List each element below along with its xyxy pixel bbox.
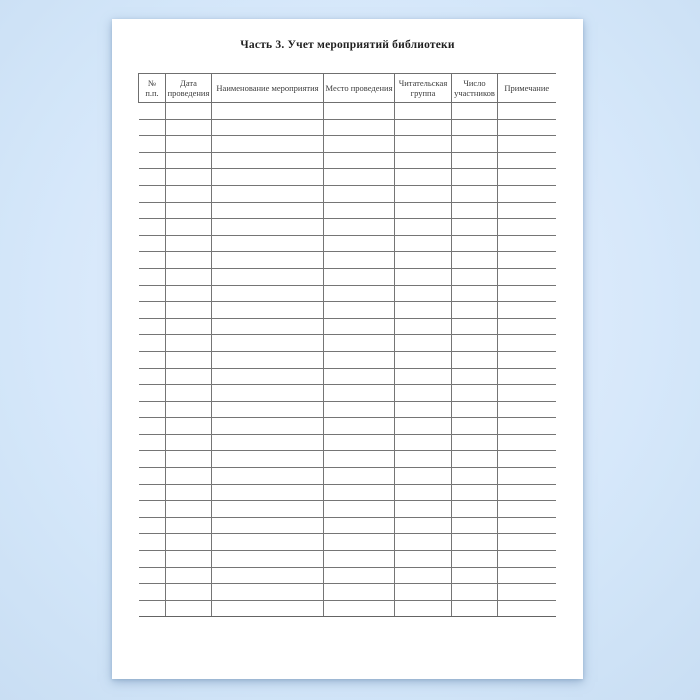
empty-cell-date	[166, 335, 212, 352]
empty-cell-venue	[324, 584, 395, 601]
empty-cell-participants	[452, 185, 498, 202]
empty-cell-date	[166, 368, 212, 385]
empty-cell-participants	[452, 484, 498, 501]
empty-cell-note	[498, 152, 556, 169]
column-header-label: Место проведения	[325, 82, 393, 93]
empty-cell-venue	[324, 468, 395, 485]
empty-cell-number	[139, 268, 166, 285]
empty-cell-venue	[324, 235, 395, 252]
empty-cell-venue	[324, 385, 395, 402]
empty-cell-date	[166, 534, 212, 551]
empty-cell-participants	[452, 534, 498, 551]
table-row	[139, 335, 556, 352]
empty-cell-reader-group	[395, 551, 452, 568]
empty-cell-note	[498, 534, 556, 551]
empty-cell-number	[139, 335, 166, 352]
empty-cell-note	[498, 584, 556, 601]
empty-cell-participants	[452, 551, 498, 568]
empty-cell-number	[139, 401, 166, 418]
empty-cell-venue	[324, 501, 395, 518]
column-header-label: Число	[463, 77, 486, 88]
empty-cell-participants	[452, 202, 498, 219]
empty-cell-reader-group	[395, 268, 452, 285]
empty-cell-reader-group	[395, 567, 452, 584]
column-header-note	[498, 74, 556, 103]
empty-cell-participants	[452, 368, 498, 385]
empty-cell-note	[498, 252, 556, 269]
empty-cell-event-name	[212, 185, 324, 202]
empty-cell-number	[139, 202, 166, 219]
table-row	[139, 418, 556, 435]
empty-cell-venue	[324, 318, 395, 335]
empty-cell-event-name	[212, 119, 324, 136]
empty-cell-participants	[452, 219, 498, 236]
empty-cell-reader-group	[395, 434, 452, 451]
table-row	[139, 551, 556, 568]
empty-cell-event-name	[212, 268, 324, 285]
table-row	[139, 302, 556, 319]
empty-cell-note	[498, 501, 556, 518]
empty-cell-participants	[452, 567, 498, 584]
empty-cell-event-name	[212, 534, 324, 551]
empty-cell-note	[498, 268, 556, 285]
empty-cell-number	[139, 484, 166, 501]
empty-cell-reader-group	[395, 318, 452, 335]
empty-cell-venue	[324, 517, 395, 534]
empty-cell-date	[166, 202, 212, 219]
empty-cell-reader-group	[395, 451, 452, 468]
empty-cell-date	[166, 235, 212, 252]
empty-cell-note	[498, 517, 556, 534]
empty-cell-venue	[324, 534, 395, 551]
column-header-label: п.п.	[145, 88, 159, 98]
empty-cell-participants	[452, 318, 498, 335]
table-row	[139, 501, 556, 518]
column-header-reader-group	[395, 74, 452, 103]
table-row	[139, 152, 556, 169]
empty-cell-participants	[452, 103, 498, 120]
empty-cell-note	[498, 185, 556, 202]
table-row	[139, 185, 556, 202]
empty-cell-venue	[324, 169, 395, 186]
empty-cell-participants	[452, 351, 498, 368]
empty-cell-reader-group	[395, 401, 452, 418]
empty-cell-number	[139, 285, 166, 302]
empty-cell-note	[498, 285, 556, 302]
table-row	[139, 401, 556, 418]
empty-cell-event-name	[212, 484, 324, 501]
empty-cell-participants	[452, 517, 498, 534]
empty-cell-date	[166, 351, 212, 368]
empty-cell-date	[166, 401, 212, 418]
empty-cell-note	[498, 318, 556, 335]
empty-cell-date	[166, 285, 212, 302]
table-row	[139, 268, 556, 285]
empty-cell-reader-group	[395, 302, 452, 319]
empty-cell-participants	[452, 252, 498, 269]
table-row	[139, 534, 556, 551]
empty-cell-venue	[324, 268, 395, 285]
empty-cell-note	[498, 302, 556, 319]
column-header-label: Наименование мероприятия	[216, 82, 319, 93]
empty-cell-participants	[452, 169, 498, 186]
page-title: Часть 3. Учет мероприятий библиотеки	[240, 39, 455, 51]
empty-cell-number	[139, 185, 166, 202]
empty-cell-date	[166, 517, 212, 534]
empty-cell-reader-group	[395, 584, 452, 601]
empty-cell-reader-group	[395, 202, 452, 219]
column-header-label: №	[147, 77, 157, 88]
empty-cell-venue	[324, 551, 395, 568]
empty-cell-event-name	[212, 468, 324, 485]
empty-cell-event-name	[212, 368, 324, 385]
empty-cell-date	[166, 484, 212, 501]
empty-cell-event-name	[212, 302, 324, 319]
empty-cell-reader-group	[395, 600, 452, 617]
table-row	[139, 567, 556, 584]
empty-cell-event-name	[212, 567, 324, 584]
empty-cell-venue	[324, 302, 395, 319]
empty-cell-venue	[324, 202, 395, 219]
empty-cell-note	[498, 103, 556, 120]
table-row	[139, 136, 556, 153]
empty-cell-participants	[452, 401, 498, 418]
empty-cell-number	[139, 152, 166, 169]
empty-cell-event-name	[212, 252, 324, 269]
table-header-row	[139, 74, 556, 103]
empty-cell-venue	[324, 285, 395, 302]
events-table	[138, 73, 556, 617]
column-header-number	[139, 74, 166, 103]
empty-cell-participants	[452, 584, 498, 601]
empty-cell-reader-group	[395, 351, 452, 368]
column-header-event-name	[212, 74, 324, 103]
empty-cell-reader-group	[395, 185, 452, 202]
empty-cell-venue	[324, 351, 395, 368]
empty-cell-participants	[452, 451, 498, 468]
table-header	[139, 74, 556, 103]
empty-cell-date	[166, 451, 212, 468]
table-row	[139, 517, 556, 534]
column-header-label: проведения	[167, 88, 210, 98]
column-header-date	[166, 74, 212, 103]
empty-cell-event-name	[212, 318, 324, 335]
empty-cell-date	[166, 169, 212, 186]
empty-cell-reader-group	[395, 517, 452, 534]
column-header-venue	[324, 74, 395, 103]
empty-cell-date	[166, 103, 212, 120]
empty-cell-event-name	[212, 451, 324, 468]
empty-cell-number	[139, 567, 166, 584]
empty-cell-reader-group	[395, 119, 452, 136]
empty-cell-venue	[324, 368, 395, 385]
column-header-label: группа	[410, 88, 436, 98]
empty-cell-number	[139, 119, 166, 136]
empty-cell-venue	[324, 434, 395, 451]
empty-cell-venue	[324, 418, 395, 435]
column-header-participants	[452, 74, 498, 103]
empty-cell-number	[139, 434, 166, 451]
empty-cell-venue	[324, 136, 395, 153]
table-row	[139, 202, 556, 219]
empty-cell-date	[166, 185, 212, 202]
empty-cell-number	[139, 252, 166, 269]
empty-cell-date	[166, 252, 212, 269]
empty-cell-reader-group	[395, 285, 452, 302]
empty-cell-venue	[324, 451, 395, 468]
empty-cell-reader-group	[395, 501, 452, 518]
empty-cell-reader-group	[395, 252, 452, 269]
table-body	[139, 103, 556, 617]
empty-cell-event-name	[212, 136, 324, 153]
empty-cell-note	[498, 219, 556, 236]
empty-cell-note	[498, 235, 556, 252]
empty-cell-event-name	[212, 235, 324, 252]
empty-cell-date	[166, 268, 212, 285]
empty-cell-venue	[324, 401, 395, 418]
empty-cell-note	[498, 368, 556, 385]
table-row	[139, 600, 556, 617]
empty-cell-date	[166, 152, 212, 169]
empty-cell-event-name	[212, 418, 324, 435]
empty-cell-event-name	[212, 351, 324, 368]
empty-cell-event-name	[212, 501, 324, 518]
empty-cell-venue	[324, 103, 395, 120]
empty-cell-reader-group	[395, 368, 452, 385]
empty-cell-number	[139, 584, 166, 601]
document-page	[112, 19, 583, 679]
empty-cell-reader-group	[395, 484, 452, 501]
empty-cell-event-name	[212, 385, 324, 402]
empty-cell-number	[139, 418, 166, 435]
empty-cell-event-name	[212, 219, 324, 236]
table-row	[139, 219, 556, 236]
empty-cell-date	[166, 385, 212, 402]
empty-cell-date	[166, 434, 212, 451]
empty-cell-date	[166, 302, 212, 319]
empty-cell-note	[498, 551, 556, 568]
empty-cell-number	[139, 318, 166, 335]
empty-cell-note	[498, 335, 556, 352]
table-row	[139, 285, 556, 302]
empty-cell-number	[139, 219, 166, 236]
table-row	[139, 318, 556, 335]
empty-cell-participants	[452, 302, 498, 319]
empty-cell-note	[498, 468, 556, 485]
empty-cell-number	[139, 551, 166, 568]
empty-cell-event-name	[212, 434, 324, 451]
empty-cell-event-name	[212, 169, 324, 186]
empty-cell-number	[139, 235, 166, 252]
empty-cell-note	[498, 418, 556, 435]
empty-cell-date	[166, 119, 212, 136]
empty-cell-note	[498, 351, 556, 368]
empty-cell-participants	[452, 152, 498, 169]
empty-cell-date	[166, 219, 212, 236]
empty-cell-number	[139, 136, 166, 153]
empty-cell-participants	[452, 335, 498, 352]
empty-cell-number	[139, 302, 166, 319]
empty-cell-reader-group	[395, 235, 452, 252]
empty-cell-reader-group	[395, 468, 452, 485]
empty-cell-number	[139, 451, 166, 468]
table-row	[139, 103, 556, 120]
empty-cell-venue	[324, 567, 395, 584]
empty-cell-note	[498, 434, 556, 451]
empty-cell-note	[498, 119, 556, 136]
empty-cell-reader-group	[395, 335, 452, 352]
table-row	[139, 584, 556, 601]
empty-cell-venue	[324, 252, 395, 269]
empty-cell-note	[498, 451, 556, 468]
empty-cell-participants	[452, 418, 498, 435]
empty-cell-number	[139, 385, 166, 402]
empty-cell-reader-group	[395, 152, 452, 169]
table-row	[139, 235, 556, 252]
empty-cell-venue	[324, 219, 395, 236]
empty-cell-date	[166, 501, 212, 518]
empty-cell-number	[139, 600, 166, 617]
empty-cell-date	[166, 318, 212, 335]
empty-cell-date	[166, 551, 212, 568]
empty-cell-venue	[324, 119, 395, 136]
empty-cell-event-name	[212, 152, 324, 169]
empty-cell-number	[139, 517, 166, 534]
empty-cell-venue	[324, 600, 395, 617]
empty-cell-participants	[452, 501, 498, 518]
empty-cell-reader-group	[395, 418, 452, 435]
empty-cell-event-name	[212, 202, 324, 219]
empty-cell-number	[139, 534, 166, 551]
empty-cell-participants	[452, 468, 498, 485]
empty-cell-date	[166, 567, 212, 584]
empty-cell-note	[498, 401, 556, 418]
empty-cell-participants	[452, 235, 498, 252]
empty-cell-event-name	[212, 401, 324, 418]
empty-cell-reader-group	[395, 219, 452, 236]
empty-cell-reader-group	[395, 534, 452, 551]
column-header-label: Дата	[180, 77, 197, 88]
empty-cell-event-name	[212, 584, 324, 601]
table-row	[139, 434, 556, 451]
empty-cell-reader-group	[395, 169, 452, 186]
table-row	[139, 119, 556, 136]
empty-cell-participants	[452, 285, 498, 302]
empty-cell-event-name	[212, 600, 324, 617]
empty-cell-number	[139, 351, 166, 368]
empty-cell-note	[498, 484, 556, 501]
empty-cell-number	[139, 468, 166, 485]
table-row	[139, 468, 556, 485]
table-row	[139, 385, 556, 402]
empty-cell-number	[139, 103, 166, 120]
empty-cell-date	[166, 600, 212, 617]
empty-cell-participants	[452, 136, 498, 153]
column-header-label: Примечание	[504, 82, 550, 93]
empty-cell-note	[498, 202, 556, 219]
empty-cell-event-name	[212, 517, 324, 534]
column-header-label: участников	[454, 88, 495, 98]
empty-cell-date	[166, 468, 212, 485]
empty-cell-note	[498, 385, 556, 402]
column-header-label: Читательская	[398, 77, 448, 88]
empty-cell-participants	[452, 600, 498, 617]
empty-cell-venue	[324, 335, 395, 352]
empty-cell-note	[498, 136, 556, 153]
empty-cell-event-name	[212, 335, 324, 352]
empty-cell-note	[498, 567, 556, 584]
empty-cell-note	[498, 600, 556, 617]
empty-cell-reader-group	[395, 136, 452, 153]
empty-cell-participants	[452, 385, 498, 402]
empty-cell-number	[139, 169, 166, 186]
empty-cell-event-name	[212, 103, 324, 120]
empty-cell-participants	[452, 119, 498, 136]
table-row	[139, 252, 556, 269]
empty-cell-participants	[452, 434, 498, 451]
table-row	[139, 368, 556, 385]
empty-cell-participants	[452, 268, 498, 285]
table-row	[139, 484, 556, 501]
table-row	[139, 351, 556, 368]
empty-cell-event-name	[212, 551, 324, 568]
empty-cell-venue	[324, 185, 395, 202]
empty-cell-venue	[324, 484, 395, 501]
empty-cell-reader-group	[395, 103, 452, 120]
empty-cell-date	[166, 584, 212, 601]
empty-cell-venue	[324, 152, 395, 169]
table-row	[139, 169, 556, 186]
empty-cell-note	[498, 169, 556, 186]
table-row	[139, 451, 556, 468]
empty-cell-date	[166, 418, 212, 435]
empty-cell-event-name	[212, 285, 324, 302]
empty-cell-date	[166, 136, 212, 153]
empty-cell-reader-group	[395, 385, 452, 402]
empty-cell-number	[139, 368, 166, 385]
empty-cell-number	[139, 501, 166, 518]
